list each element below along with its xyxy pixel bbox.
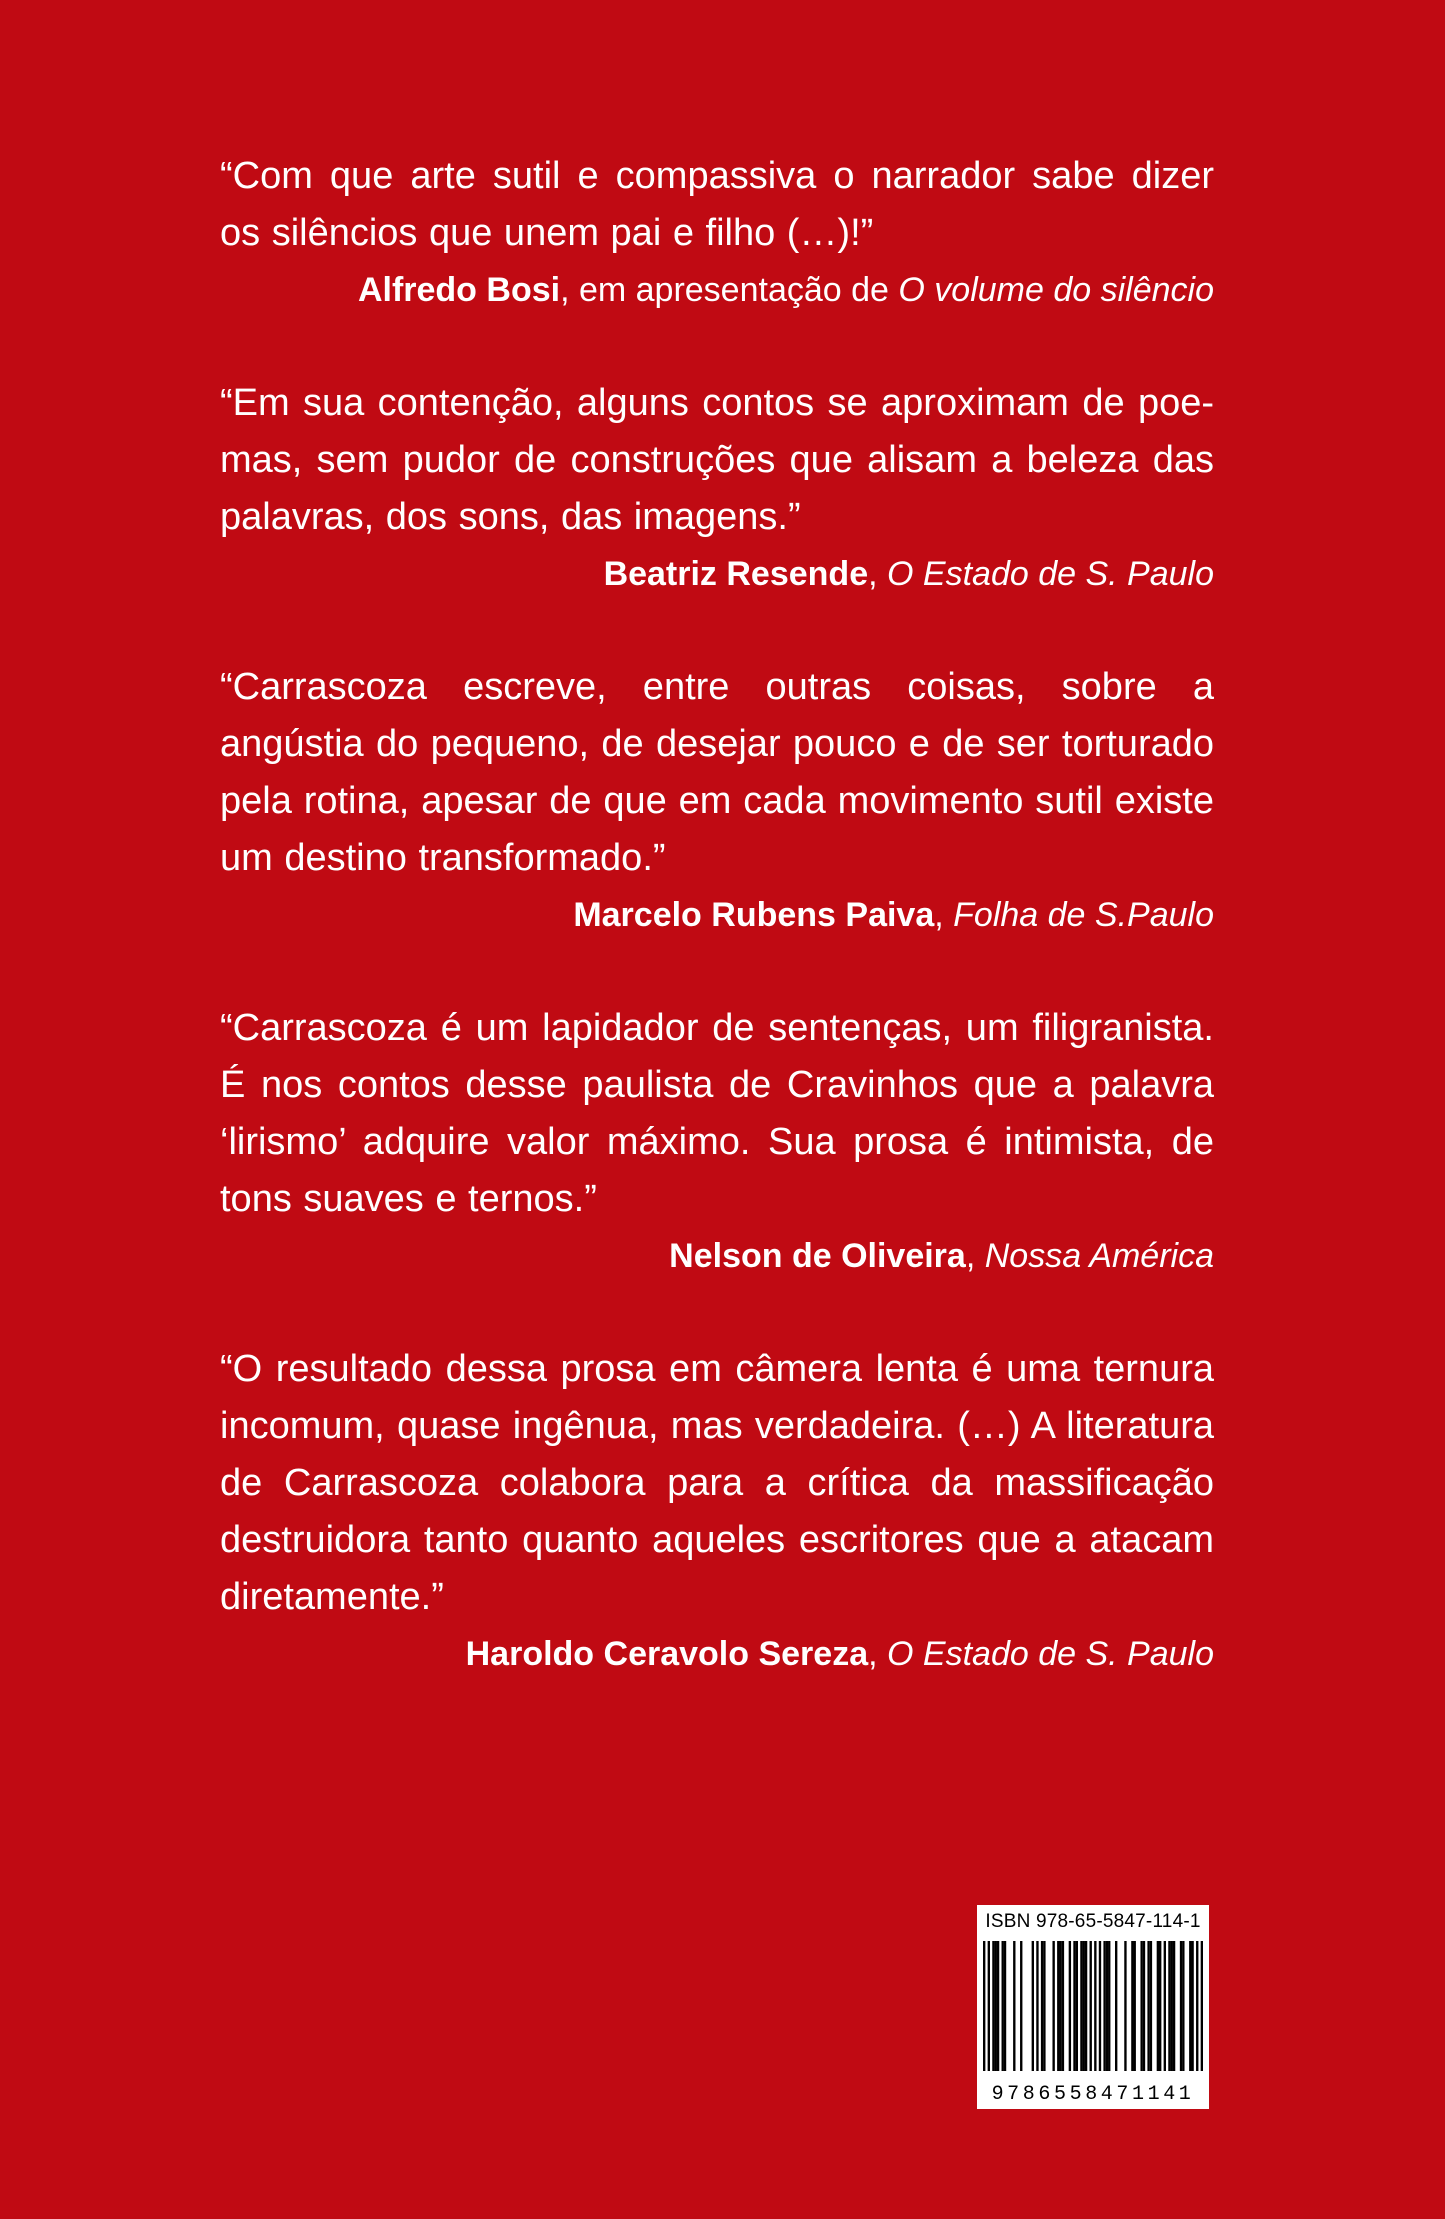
attribution-separator: , em apresentação de	[560, 271, 899, 309]
barcode-bar	[1189, 1941, 1191, 2071]
quote-author: Haroldo Ceravolo Sereza	[465, 1635, 869, 1673]
barcode-bar	[1076, 1941, 1078, 2071]
barcode-bar	[1173, 1941, 1175, 2071]
quote-author: Beatriz Resende	[603, 555, 869, 593]
barcode-bar	[1069, 1941, 1071, 2071]
barcode-bar	[1013, 1941, 1015, 2071]
barcode-bar	[1085, 1941, 1087, 2071]
quote-source: Nossa América	[984, 1237, 1214, 1275]
barcode-bar	[1182, 1941, 1184, 2071]
quote-source: O Estado de S. Paulo	[887, 555, 1214, 593]
quote-resende	[220, 375, 1214, 603]
barcode-bars	[983, 1941, 1203, 2071]
barcode-bar	[1094, 1941, 1096, 2071]
barcode-bar	[997, 1941, 999, 2071]
barcode-bar	[1032, 1941, 1034, 2071]
barcode-bar	[1159, 1941, 1161, 2071]
quote-text: “Em sua contenção, alguns contos se aproximam de poemas, sem pudor de construções que alisam a beleza das palavras, dos sons, das imagens.”	[220, 382, 1214, 538]
barcode-bar	[983, 1941, 985, 2071]
barcode-bar	[1041, 1941, 1043, 2071]
quote-author: Alfredo Bosi	[357, 271, 561, 309]
barcode-bar	[992, 1941, 994, 2071]
quote-author: Nelson de Oliveira	[669, 1237, 966, 1275]
barcode-bar	[1103, 1941, 1105, 2071]
quote-source: O volume do silêncio	[898, 271, 1214, 309]
barcode-bar	[1164, 1941, 1166, 2071]
barcode-bar	[1043, 1941, 1045, 2071]
attribution-separator: ,	[934, 896, 954, 934]
isbn-digits: 9786558471141	[979, 2083, 1207, 2107]
barcode-bar	[1143, 1941, 1145, 2071]
quote-bosi	[220, 148, 1214, 319]
quote-author: Marcelo Rubens Paiva	[573, 896, 935, 934]
quote-text: “O resultado dessa prosa em câmera lenta é uma ternura incomum, quase ingênua, mas verdadeira. (…) A literatura de Carrascoza colabora para a crítica da massificação destruidora tanto quanto aqueles escritores que a atacam diretamente.”	[220, 1348, 1214, 1618]
attribution-separator: ,	[868, 555, 888, 593]
barcode-bar	[1062, 1941, 1064, 2071]
barcode-bar	[1002, 1941, 1004, 2071]
quote-text: “Carrascoza escreve, entre outras coisas, sobre a angústia do pequeno, de desejar pouco e de ser torturado pela rotina, apesar de que em cada movimento sutil existe um destino transformado.”	[220, 666, 1214, 879]
blurb-quotes	[220, 148, 1214, 1739]
barcode-bar	[1090, 1941, 1092, 2071]
barcode-bar	[1140, 1941, 1142, 2071]
barcode-bar	[1180, 1941, 1182, 2071]
quote-attribution	[220, 887, 1214, 944]
barcode-bar	[1059, 1941, 1061, 2071]
quote-attribution	[220, 546, 1214, 603]
barcode-bar	[1147, 1941, 1149, 2071]
barcode-bar	[1134, 1941, 1136, 2071]
barcode-bar	[1057, 1941, 1059, 2071]
quote-attribution	[220, 1626, 1214, 1683]
barcode-bar	[1191, 1941, 1193, 2071]
barcode-bar	[1201, 1941, 1203, 2071]
attribution-separator: ,	[965, 1237, 985, 1275]
barcode-bar	[1080, 1941, 1082, 2071]
quote-sereza	[220, 1341, 1214, 1683]
quote-paiva	[220, 659, 1214, 944]
barcode-bar	[1131, 1941, 1133, 2071]
barcode-bar	[1106, 1941, 1108, 2071]
barcode-bar	[1157, 1941, 1159, 2071]
quote-text: “Com que arte sutil e compassiva o narrador sabe dizer os silêncios que unem pai e filho (…)!”	[220, 155, 1214, 254]
quote-source: Folha de S.Paulo	[953, 896, 1214, 934]
barcode-bar	[1124, 1941, 1126, 2071]
quote-attribution	[220, 262, 1214, 319]
quote-oliveira	[220, 1000, 1214, 1285]
barcode-bar	[988, 1941, 990, 2071]
barcode-bar	[1150, 1941, 1152, 2071]
barcode-bar	[1099, 1941, 1101, 2071]
barcode-bar	[1196, 1941, 1198, 2071]
barcode-bar	[1004, 1941, 1006, 2071]
barcode-bar	[1108, 1941, 1110, 2071]
barcode-bar	[1036, 1941, 1038, 2071]
barcode-bar	[1020, 1941, 1022, 2071]
quote-source: O Estado de S. Paulo	[887, 1635, 1214, 1673]
isbn-barcode	[977, 1905, 1209, 2109]
barcode-bar	[1083, 1941, 1085, 2071]
isbn-label: ISBN 978-65-5847-114-1	[985, 1911, 1201, 1932]
quote-text: “Carrascoza é um lapidador de sentenças, um filigranista. É nos contos desse paulista de Cravinhos que a palavra ‘lirismo’ adquire valor máximo. Sua prosa é intimista, de tons suaves e ternos.”	[220, 1007, 1214, 1220]
barcode-bar	[1073, 1941, 1075, 2071]
attribution-separator: ,	[868, 1635, 888, 1673]
quote-attribution	[220, 1228, 1214, 1285]
barcode-bar	[1171, 1941, 1173, 2071]
barcode-bar	[995, 1941, 997, 2071]
barcode-bar	[1168, 1941, 1170, 2071]
barcode-bar	[1115, 1941, 1117, 2071]
barcode-bar	[1052, 1941, 1054, 2071]
